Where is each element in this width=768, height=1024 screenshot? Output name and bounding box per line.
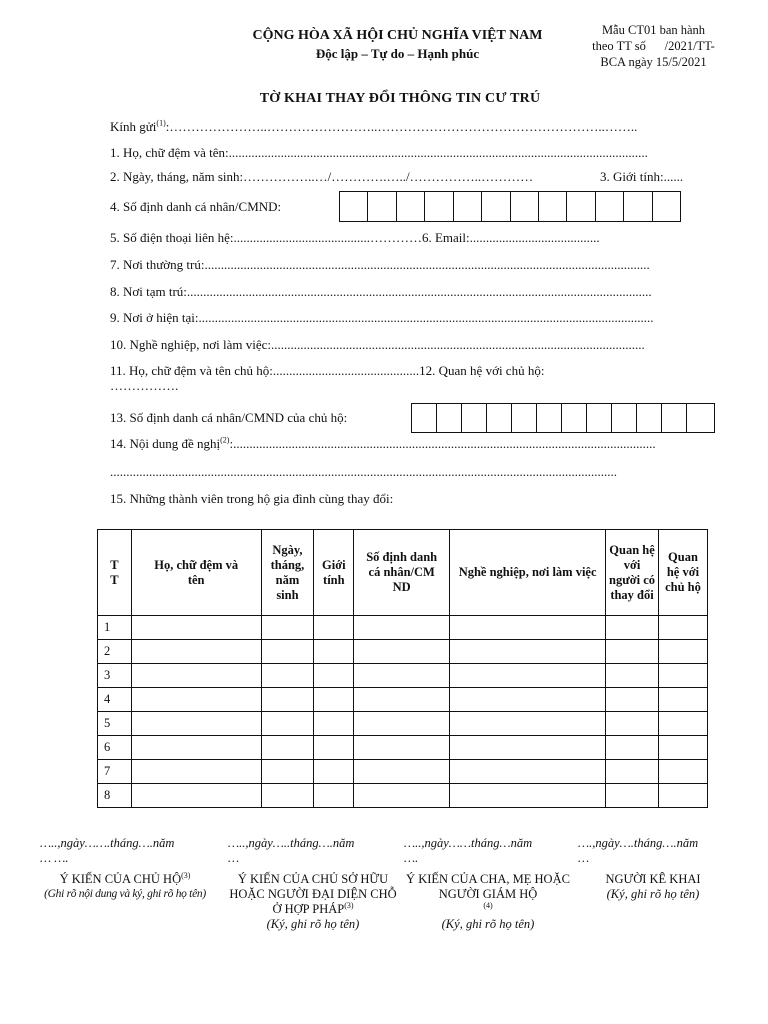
footnote-4: (4) [483,900,493,910]
table-cell[interactable] [261,664,314,688]
col-header-relation-head: Quan hệ với chủ hộ [658,530,707,616]
table-cell[interactable] [450,712,606,736]
signature-note: (Ký, ghi rõ họ tên) [266,917,360,931]
addressee-label: Kính gửi [110,119,157,134]
household-id-digit-box [687,404,711,432]
table-cell[interactable] [450,664,606,688]
table-row [98,736,708,760]
table-cell[interactable] [131,784,261,808]
table-cell[interactable] [606,784,659,808]
document-title: TỜ KHAI THAY ĐỔI THÔNG TIN CƯ TRÚ [259,91,541,106]
signature-head-of-household [40,836,210,902]
row-number: 8 [98,784,132,808]
signature-role: NGƯỜI KÊ KHAI [605,872,701,886]
table-cell[interactable] [658,736,707,760]
id-digit-box [340,192,368,221]
table-cell[interactable] [658,616,707,640]
table-cell[interactable] [450,784,606,808]
table-cell[interactable] [131,760,261,784]
household-id-digit-box [662,404,687,432]
table-cell[interactable] [354,688,450,712]
signature-date-cont: … [578,851,590,865]
table-row [98,664,708,688]
table-cell[interactable] [658,784,707,808]
field-permanent-residence: 7. Nơi thường trú:......................................................................................................................................... [110,257,650,272]
form-number-line-2: theo TT số /2021/TT- [592,39,715,53]
table-cell[interactable] [354,736,450,760]
table-row [98,640,708,664]
id-digit-box [368,192,396,221]
table-cell[interactable] [354,664,450,688]
signature-date: ….,ngày….tháng….năm [578,836,699,850]
field-request-content [110,436,695,452]
field-current-residence: 9. Nơi ở hiện tại:............................................................................................................................................ [110,310,654,325]
table-cell[interactable] [131,616,261,640]
col-header-dob: Ngày, tháng, năm sinh [261,530,314,616]
id-digit-box [624,192,652,221]
footnote-3: (3) [181,870,191,880]
signature-role: Ý KIẾN CỦA CHỦ SỞ HỮU HOẶC NGƯỜI ĐẠI DIỆN CHỖ Ở HỢP PHÁP$^{(3)}$ [229,872,397,916]
signature-date-cont: … …. [40,851,69,865]
household-id-digit-box [462,404,487,432]
form-number-line-1: Mẫu CT01 ban hành [601,23,706,37]
table-cell[interactable] [131,664,261,688]
signature-date: …..,ngày……tháng…năm [404,836,533,850]
table-cell[interactable] [606,616,659,640]
signature-declarant [578,836,728,902]
motto-heading: Độc lập – Tự do – Hạnh phúc [315,46,480,61]
signature-date: …..,ngày…..tháng….năm [228,836,355,850]
table-row [98,688,708,712]
household-id-digit-box [637,404,662,432]
table-cell[interactable] [450,616,606,640]
table-cell[interactable] [606,688,659,712]
addressee-line [110,119,700,135]
signature-parent-guardian [404,836,572,932]
row-number: 5 [98,712,132,736]
col-header-occupation: Nghề nghiệp, nơi làm việc [450,530,606,616]
table-cell[interactable] [261,736,314,760]
table-cell[interactable] [658,760,707,784]
table-cell[interactable] [314,640,354,664]
form-number-block [566,22,741,70]
signature-note: (Ghi rõ nội dung và ký, ghi rõ họ tên) [44,888,206,900]
table-cell[interactable] [658,688,707,712]
household-id-digit-box [587,404,612,432]
table-cell[interactable] [261,784,314,808]
table-row [98,616,708,640]
table-cell[interactable] [354,784,450,808]
table-cell[interactable] [354,640,450,664]
table-cell[interactable] [131,688,261,712]
field-date-of-birth: 2. Ngày, tháng, năm sinh:……………..…/………….…../……………..………… [110,169,534,184]
request-dots: :.................................................................................................................................. [229,436,656,451]
signature-date-cont: … [228,851,240,865]
row-number: 7 [98,760,132,784]
field-request-line-2: ............................................................................................................................................................ [110,464,617,479]
table-cell[interactable] [450,688,606,712]
table-cell[interactable] [606,664,659,688]
col-header-id-number: Số định danh cá nhân/CMND [354,530,450,616]
col-header-name: Họ, chữ đệm và tên [131,530,261,616]
household-id-digit-box [537,404,562,432]
field-household-id-label: 13. Số định danh cá nhân/CMND của chủ hộ: [110,410,348,425]
table-cell[interactable] [261,640,314,664]
form-number-line-3: BCA ngày 15/5/2021 [600,55,707,69]
request-label: 14. Nội dung đề nghị [110,436,221,451]
field-relationship-dots: ……………. [110,378,179,393]
table-cell[interactable] [314,688,354,712]
signature-date: …..,ngày…….tháng….năm [40,836,175,850]
table-cell[interactable] [314,616,354,640]
field-occupation: 10. Nghề nghiệp, nơi làm việc:................................................................................................................... [110,337,645,352]
table-row [98,712,708,736]
table-cell[interactable] [354,712,450,736]
table-cell[interactable] [131,736,261,760]
id-digit-box [653,192,680,221]
table-cell[interactable] [606,640,659,664]
table-cell[interactable] [314,712,354,736]
id-digit-box [567,192,595,221]
signature-date-cont: …. [404,851,419,865]
id-digit-box [397,192,425,221]
table-cell[interactable] [354,616,450,640]
table-cell[interactable] [606,736,659,760]
table-cell[interactable] [314,760,354,784]
field-phone-email: 5. Số điện thoại liên hệ:..........................................…………6. Email:........................................ [110,230,600,245]
row-number: 2 [98,640,132,664]
field-members-heading: 15. Những thành viên trong hộ gia đình cùng thay đổi: [110,491,394,506]
household-id-digit-box [612,404,637,432]
field-personal-id-label: 4. Số định danh cá nhân/CMND: [110,199,282,214]
table-cell[interactable] [131,640,261,664]
id-digit-box [482,192,510,221]
col-header-relation-changer: Quan hệ với người có thay đổi [606,530,659,616]
signature-owner-representative [228,836,398,932]
table-row [98,784,708,808]
footnote-3: (3) [344,900,354,910]
table-cell[interactable] [450,736,606,760]
id-digit-box [596,192,624,221]
table-cell[interactable] [606,712,659,736]
table-cell[interactable] [606,760,659,784]
row-number: 3 [98,664,132,688]
col-header-gender: Giới tính [314,530,354,616]
field-full-name: 1. Họ, chữ đệm và tên:................................................................................................................................. [110,145,648,160]
nation-heading: CỘNG HÒA XÃ HỘI CHỦ NGHĨA VIỆT NAM [252,28,543,43]
footnote-2: (2) [220,436,230,445]
signature-note: (Ký, ghi rõ họ tên) [441,917,535,931]
household-id-boxes [411,403,715,433]
signature-note: (Ký, ghi rõ họ tên) [606,887,700,901]
table-cell[interactable] [131,712,261,736]
row-number: 4 [98,688,132,712]
table-cell[interactable] [450,760,606,784]
id-digit-box [454,192,482,221]
signature-role: Ý KIẾN CỦA CHỦ HỘ$^{(3)}$ [59,870,191,886]
signature-role: Ý KIẾN CỦA CHA, MẸ HOẶC NGƯỜI GIÁM HỘ $^{(4)}$ [406,872,570,910]
table-cell[interactable] [261,760,314,784]
household-id-digit-box [512,404,537,432]
id-digit-box [511,192,539,221]
addressee-dots: :…………………..……………………..……………………………………………..…….. [165,119,638,134]
table-cell[interactable] [354,760,450,784]
table-cell[interactable] [314,784,354,808]
table-header-row [98,530,708,616]
table-cell[interactable] [450,640,606,664]
field-gender: 3. Giới tính:...... [600,169,684,184]
table-cell[interactable] [261,616,314,640]
footnote-1: (1) [156,119,166,128]
table-cell[interactable] [314,736,354,760]
personal-id-boxes [339,191,681,222]
table-row [98,760,708,784]
table-cell[interactable] [658,712,707,736]
household-id-digit-box [487,404,512,432]
household-id-digit-box [437,404,462,432]
id-digit-box [539,192,567,221]
household-id-digit-box [412,404,437,432]
row-number: 6 [98,736,132,760]
table-cell[interactable] [658,664,707,688]
id-digit-box [425,192,453,221]
table-cell[interactable] [261,712,314,736]
table-cell[interactable] [314,664,354,688]
household-id-digit-box [562,404,587,432]
field-temporary-residence: 8. Nơi tạm trú:............................................................................................................................................... [110,284,652,299]
field-head-of-household: 11. Họ, chữ đệm và tên chủ hộ:.............................................12. Quan hệ với chủ hộ: [110,363,545,378]
col-header-tt: TT [98,530,132,616]
table-cell[interactable] [261,688,314,712]
household-members-table [97,529,708,808]
table-cell[interactable] [658,640,707,664]
row-number: 1 [98,616,132,640]
